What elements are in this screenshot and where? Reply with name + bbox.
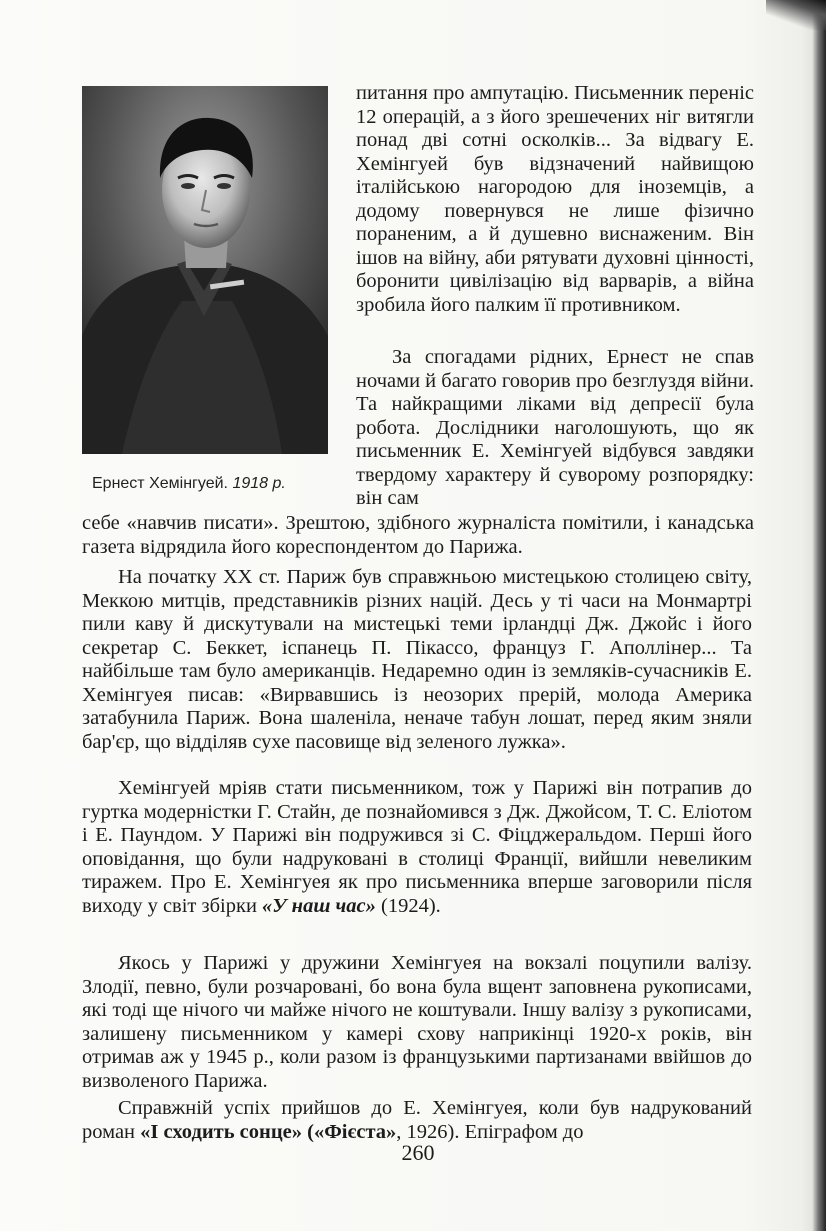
photo-caption [92, 474, 322, 494]
paragraph-4: На початку XX ст. Париж був справжньою мистецькою столицею світу, Меккою митців, представників різних націй. Десь у ті часи на Монмартрі пили каву й дискутували на мистецькі теми ірландці Дж. Джойс і його секретар С. Беккет, іспанець П. Пікассо, француз Г. Аполлінер... Та найбільше там було американців. Недаремно один із земляків-сучасників Е. Хемінгуея писав: «Вирвавшись із неозорих прерій, молода Америка затабунила Париж. Вона шаленіла, неначе табун лошат, перед яким зняли бар'єр, що відділяв сухе пасовище від зеленого лужка». [82, 566, 752, 753]
portrait-illustration [82, 86, 328, 454]
book-title-in-our-time: «У наш час» [262, 894, 376, 917]
paragraph-7-text: Справжній успіх прийшов до Е. Хемінгуея, коли був надрукований роман [82, 1097, 752, 1143]
corner-shadow [766, 0, 826, 30]
page-number: 260 [401, 1140, 435, 1165]
portrait-photo [82, 86, 328, 454]
paragraph-5 [82, 777, 752, 918]
paragraph-7-bracket: ( [302, 1120, 314, 1143]
book-spine-shadow [812, 0, 826, 1231]
paragraph-7-tail: , 1926). Епіграфом до [396, 1120, 584, 1143]
paragraph-7 [82, 1097, 752, 1144]
caption-name: Ернест Хемінгуей. [92, 475, 228, 492]
paragraph-3: себе «навчив писати». Зрештою, здібного журналіста помітили, і канадська газета відрядила його кореспондентом до Парижа. [82, 512, 754, 558]
paragraph-5-year: (1924). [375, 894, 441, 917]
paragraph-6: Якось у Парижі у дружини Хемінгуея на вокзалі поцупили валізу. Злодії, певно, були розчаровані, бо вона була вщент заповнена рукописами, які тоді ще нічого чи майже нічого не коштували. Іншу валізу з рукописами, залишену письменником у камері схову наприкінці 1920-х років, він отримав аж у 1945 р., коли разом із французькими партизанами ввійшов до визволеного Парижа. [82, 952, 752, 1092]
paragraph-2: За спогадами рідних, Ернест не спав ночами й багато говорив про безглуздя війни. Та найкращими ліками від депресії була робота. Дослідники наголошують, що як письменник Е. Хемінгуей відбувся завдяки твердому характеру й суворому розпорядку: він сам [356, 346, 754, 509]
novel-title-fiesta: «Фієста» [313, 1120, 397, 1143]
paragraph-5-text: Хемінгуей мріяв стати письменником, тож у Парижі він потрапив до гуртка модерністки Г. Стайн, де познайомився з Дж. Джойсом, Т. С. Еліотом і Е. Паундом. У Парижі він подружився зі С. Фіцджеральдом. Перші його оповідання, що були надруковані в столиці Франції, вийшли невеликим тиражем. Про Е. Хемінгуея як про письменника вперше заговорили після виходу у світ збірки [82, 777, 752, 917]
paragraph-1: питання про ампутацію. Письменник переніс 12 операцій, а з його зрешечених ніг витягли понад дві сотні осколків... За відвагу Е. Хемінгуей був відзначений найвищою італійською нагородою для іноземців, а додому повернувся не лише фізично пораненим, а й душевно виснаженим. Він ішов на війну, аби рятувати духовні цінності, боронити цивілізацію від варварів, а війна зробила його палким її противником. [356, 82, 754, 316]
novel-title-sun-also-rises: «І сходить сонце» [140, 1120, 302, 1143]
caption-year: 1918 р. [232, 475, 286, 492]
